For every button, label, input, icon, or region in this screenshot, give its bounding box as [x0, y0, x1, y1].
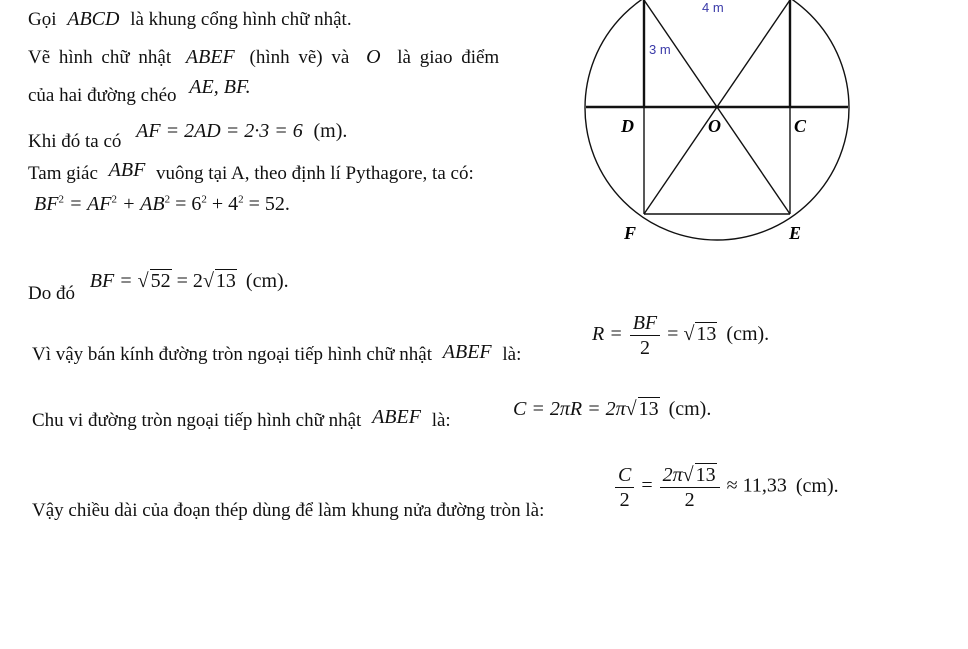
math: = AF: [68, 193, 112, 215]
formula-half-circle: [613, 463, 839, 511]
exp: 2: [164, 193, 171, 206]
unit: (cm).: [245, 270, 289, 292]
radicand: 13: [215, 270, 236, 292]
fraction: $\frac{2\pi√ 13}{2}$: [660, 463, 720, 511]
radicand: 13: [638, 398, 659, 420]
formula-circumference: C = 2πR = 2π√ 13 (cm).: [513, 398, 712, 420]
line-7: [28, 270, 289, 305]
math: = 6: [175, 193, 202, 215]
math: =: [667, 323, 679, 346]
text: Vì vậy bán kính đường tròn ngoại tiếp hình chữ nhật: [32, 344, 433, 365]
text: Vẽ hình chữ nhật: [28, 47, 172, 68]
math: R =: [592, 323, 623, 346]
math: + 4: [211, 193, 239, 215]
exp: 2: [111, 193, 118, 206]
geometry-figure: [576, 0, 866, 250]
text: là giao điểm: [397, 47, 500, 68]
math: =: [641, 474, 653, 497]
radicand: 13: [696, 323, 717, 346]
numerator: C: [615, 464, 634, 488]
label-e: E: [789, 223, 802, 243]
radicand: 52: [150, 270, 171, 292]
formula-radius: R = $\frac{BF}{2}$ = √ 13 (cm).: [592, 312, 770, 359]
text: là:: [431, 410, 451, 431]
text: (hình vẽ) và: [249, 47, 350, 68]
math-abcd: ABCD: [67, 8, 120, 30]
unit: (cm).: [726, 323, 770, 346]
exp: 2: [58, 193, 64, 206]
text: Khi đó ta có: [28, 131, 122, 152]
numerator: BF: [630, 312, 660, 336]
dim-side: 3 m: [649, 42, 671, 57]
label-o: O: [708, 116, 721, 136]
line-2: [28, 46, 499, 69]
math: = 2: [176, 270, 203, 292]
label-c: C: [794, 116, 807, 136]
unit: (cm).: [795, 474, 839, 497]
math: BF: [34, 193, 59, 215]
math-o: O: [366, 46, 381, 68]
line-1: [28, 8, 352, 31]
line-5: [28, 159, 474, 185]
math-abef: ABEF: [442, 341, 492, 363]
exp: 2: [201, 193, 207, 206]
line-8: [32, 343, 521, 366]
text: Gọi: [28, 9, 57, 30]
math: = 52.: [248, 193, 290, 215]
line-3: [28, 76, 251, 107]
text: là khung cổng hình chữ nhật.: [130, 9, 352, 30]
text: Vậy chiều dài của đoạn thép dùng để làm khung nửa đường tròn là:: [32, 500, 545, 521]
math-af: AF = 2AD = 2·3 = 6: [136, 120, 303, 142]
numerator: 2π: [662, 464, 683, 486]
text: của hai đường chéo: [28, 85, 177, 106]
exp: 2: [238, 193, 244, 206]
denominator: 2: [639, 337, 650, 359]
math-diagonals: AE, BF.: [189, 76, 251, 98]
math: C = 2πR = 2π: [513, 398, 626, 420]
fraction: [630, 312, 660, 359]
math: BF =: [89, 270, 133, 292]
text: Chu vi đường tròn ngoại tiếp hình chữ nhật: [32, 410, 362, 431]
math-abf: ABF: [108, 159, 146, 181]
text: Tam giác: [28, 163, 98, 184]
math-bf-value: BF = √ 52 = 2√ 13 (cm).: [89, 270, 289, 292]
text: Do đó: [28, 283, 75, 304]
math-abef: ABEF: [185, 46, 235, 68]
unit: (m).: [313, 120, 348, 142]
fraction: [615, 464, 634, 511]
unit: (cm).: [668, 398, 712, 420]
line-10: [32, 500, 544, 522]
math: + AB: [122, 193, 165, 215]
text: là:: [502, 344, 522, 365]
math-abef: ABEF: [372, 406, 421, 428]
denominator: 2: [684, 489, 695, 511]
line-6-pythagore: [34, 193, 290, 216]
math: ≈ 11,33: [726, 474, 787, 497]
dim-top: 4 m: [702, 0, 724, 15]
line-9: [32, 406, 451, 432]
radicand: 13: [695, 464, 716, 486]
text: vuông tại A, theo định lí Pythagore, ta có:: [156, 163, 474, 184]
denominator: 2: [619, 488, 630, 511]
line-4: [28, 120, 348, 153]
label-d: D: [621, 116, 634, 136]
label-f: F: [624, 223, 637, 243]
